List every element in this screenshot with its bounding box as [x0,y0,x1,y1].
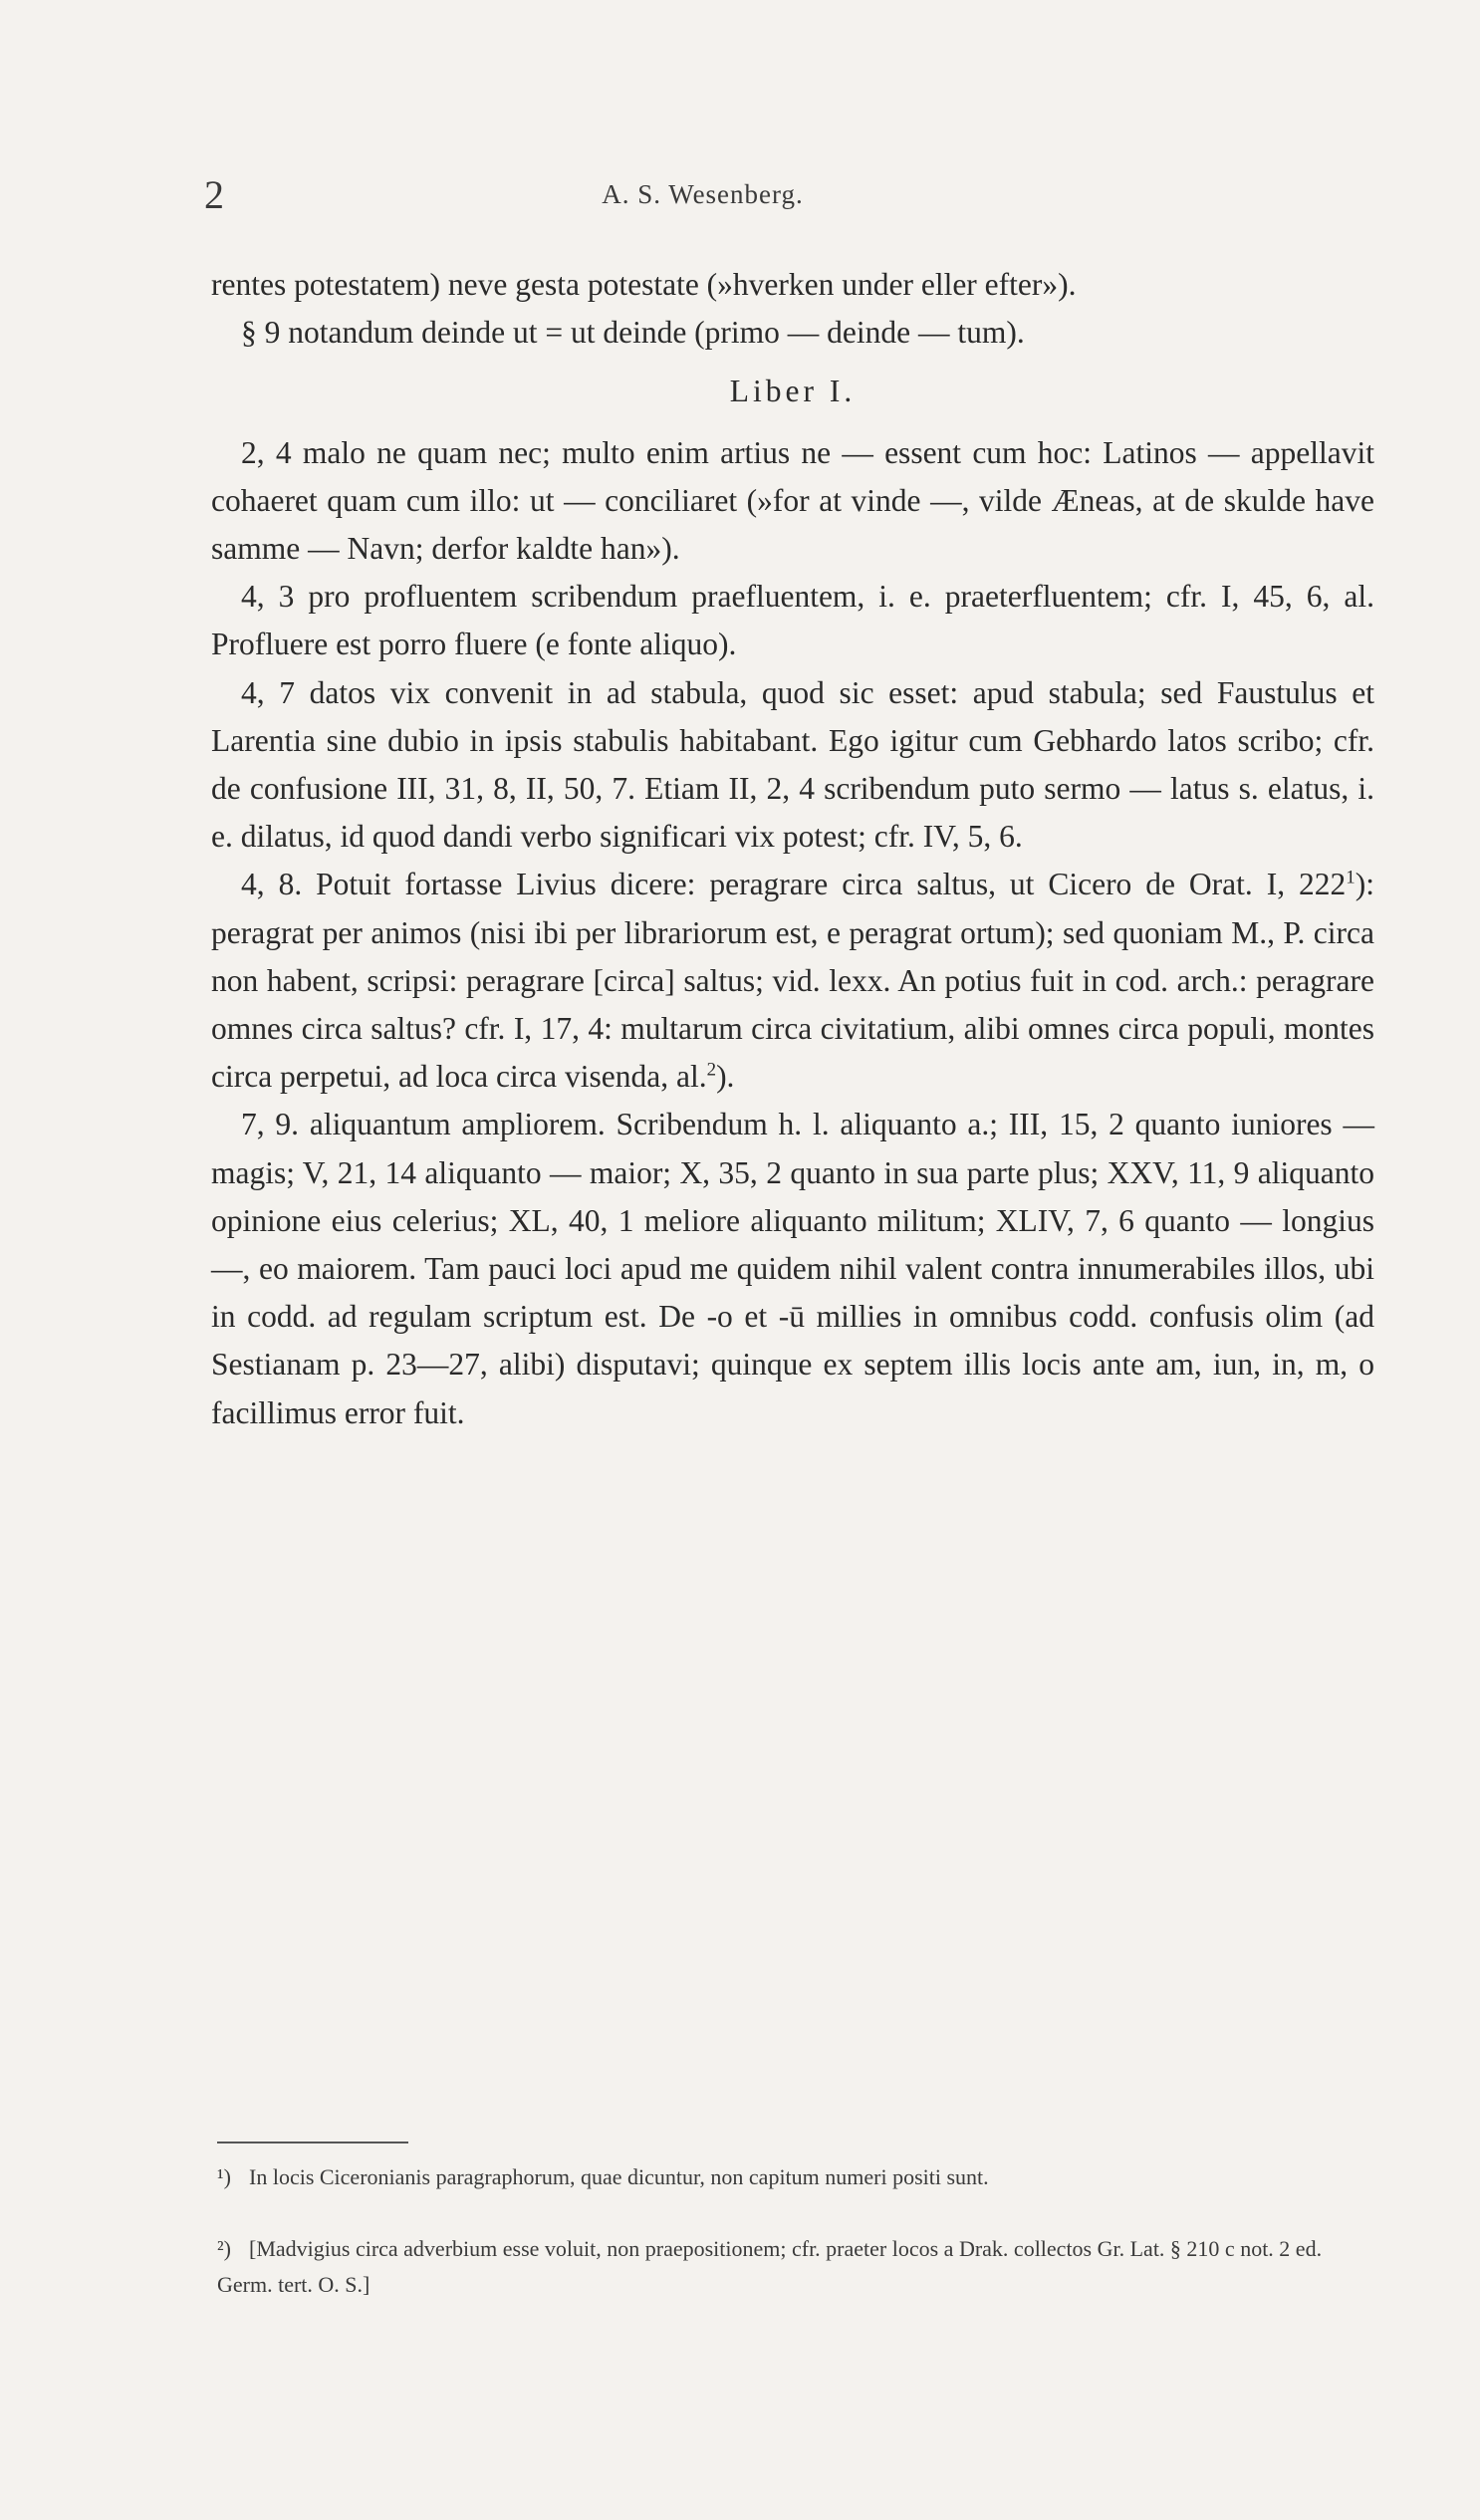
paragraph-text: ): peragrat per animos (nisi ibi per librariorum est, e peragrat ortum); sed quoniam M., P. circa non habent, scripsi: peragrare [circa] saltus; vid. lexx. An potius fuit in cod. arch.: peragrare omnes circa saltus? cfr. I, 17, 4: multarum circa civitatium, alibi omnes circa populi, montes circa perpetui, ad loca circa visenda, al. [211,867,1374,1095]
paragraph: 2, 4 malo ne quam nec; multo enim artius ne — essent cum hoc: Latinos — appellavit cohaeret quam cum illo: ut — conciliaret (»for at vinde —, vilde Æneas, at de skulde have samme — Navn; derfor kaldte han»). [211,434,1374,567]
footnote-mark: ¹) [217,2164,231,2189]
body-text [211,261,1374,1437]
footnote-ref: 1 [1346,867,1356,888]
paragraph-text: ). [716,1059,735,1095]
paragraph: § 9 notandum deinde ut = ut deinde (primo — deinde — tum). [241,315,1025,351]
footnote-rule [217,2142,408,2143]
page-number: 2 [204,172,224,217]
paragraph-text: 4, 8. Potuit fortasse Livius dicere: peragrare circa saltus, ut Cicero de Orat. I, 222 [241,867,1347,902]
section-heading: Liber I. [729,374,857,409]
paragraph: 4, 3 pro profluentem scribendum praefluentem, i. e. praeterfluentem; cfr. I, 45, 6, al. Profluere est porro fluere (e fonte aliquo). [211,579,1374,662]
footnote-mark: ²) [217,2236,231,2261]
footnote-text: In locis Ciceronianis paragraphorum, quae dicuntur, non capitum numeri positi sunt. [249,2164,989,2189]
footnote-ref: 2 [706,1059,717,1081]
running-head: A. S. Wesenberg. [602,179,804,209]
paragraph: 4, 7 datos vix convenit in ad stabula, quod sic esset: apud stabula; sed Faustulus et Larentia sine dubio in ipsis stabulis habitabant. Ego igitur cum Gebhardo latos scribo; cfr. de confusione III, 31, 8, II, 50, 7. Etiam II, 2, 4 scribendum puto sermo — latus s. elatus, i. e. dilatus, id quod dandi verbo significari vix potest; cfr. IV, 5, 6. [211,674,1374,855]
paragraph [211,861,1374,1101]
footnote [217,2231,1362,2303]
paragraph: rentes potestatem) neve gesta potestate (»hverken under eller efter»). [211,267,1077,302]
footnote [217,2159,1362,2195]
footnote-text: [Madvigius circa adverbium esse voluit, non praepositionem; cfr. praeter locos a Drak. collectos Gr. Lat. § 210 c not. 2 ed. Germ. tert. O. S.] [217,2236,1323,2297]
page-header [204,171,1201,221]
paragraph: 7, 9. aliquantum ampliorem. Scribendum h. l. aliquanto a.; III, 15, 2 quanto iuniores — magis; V, 21, 14 aliquanto — maior; X, 35, 2 quanto in sua parte plus; XXV, 11, 9 aliquanto opinione eius celerius; XL, 40, 1 meliore aliquanto militum; XLIV, 7, 6 quanto — longius —, eo maiorem. Tam pauci loci apud me quidem nihil valent contra innumerabiles illos, ubi in codd. ad regulam scriptum est. De -o et -ū millies in omnibus codd. confusis olim (ad Sestianam p. 23—27, alibi) disputavi; quinque ex septem illis locis ante am, iun, in, m, o facillimus error fuit. [211,1107,1374,1430]
